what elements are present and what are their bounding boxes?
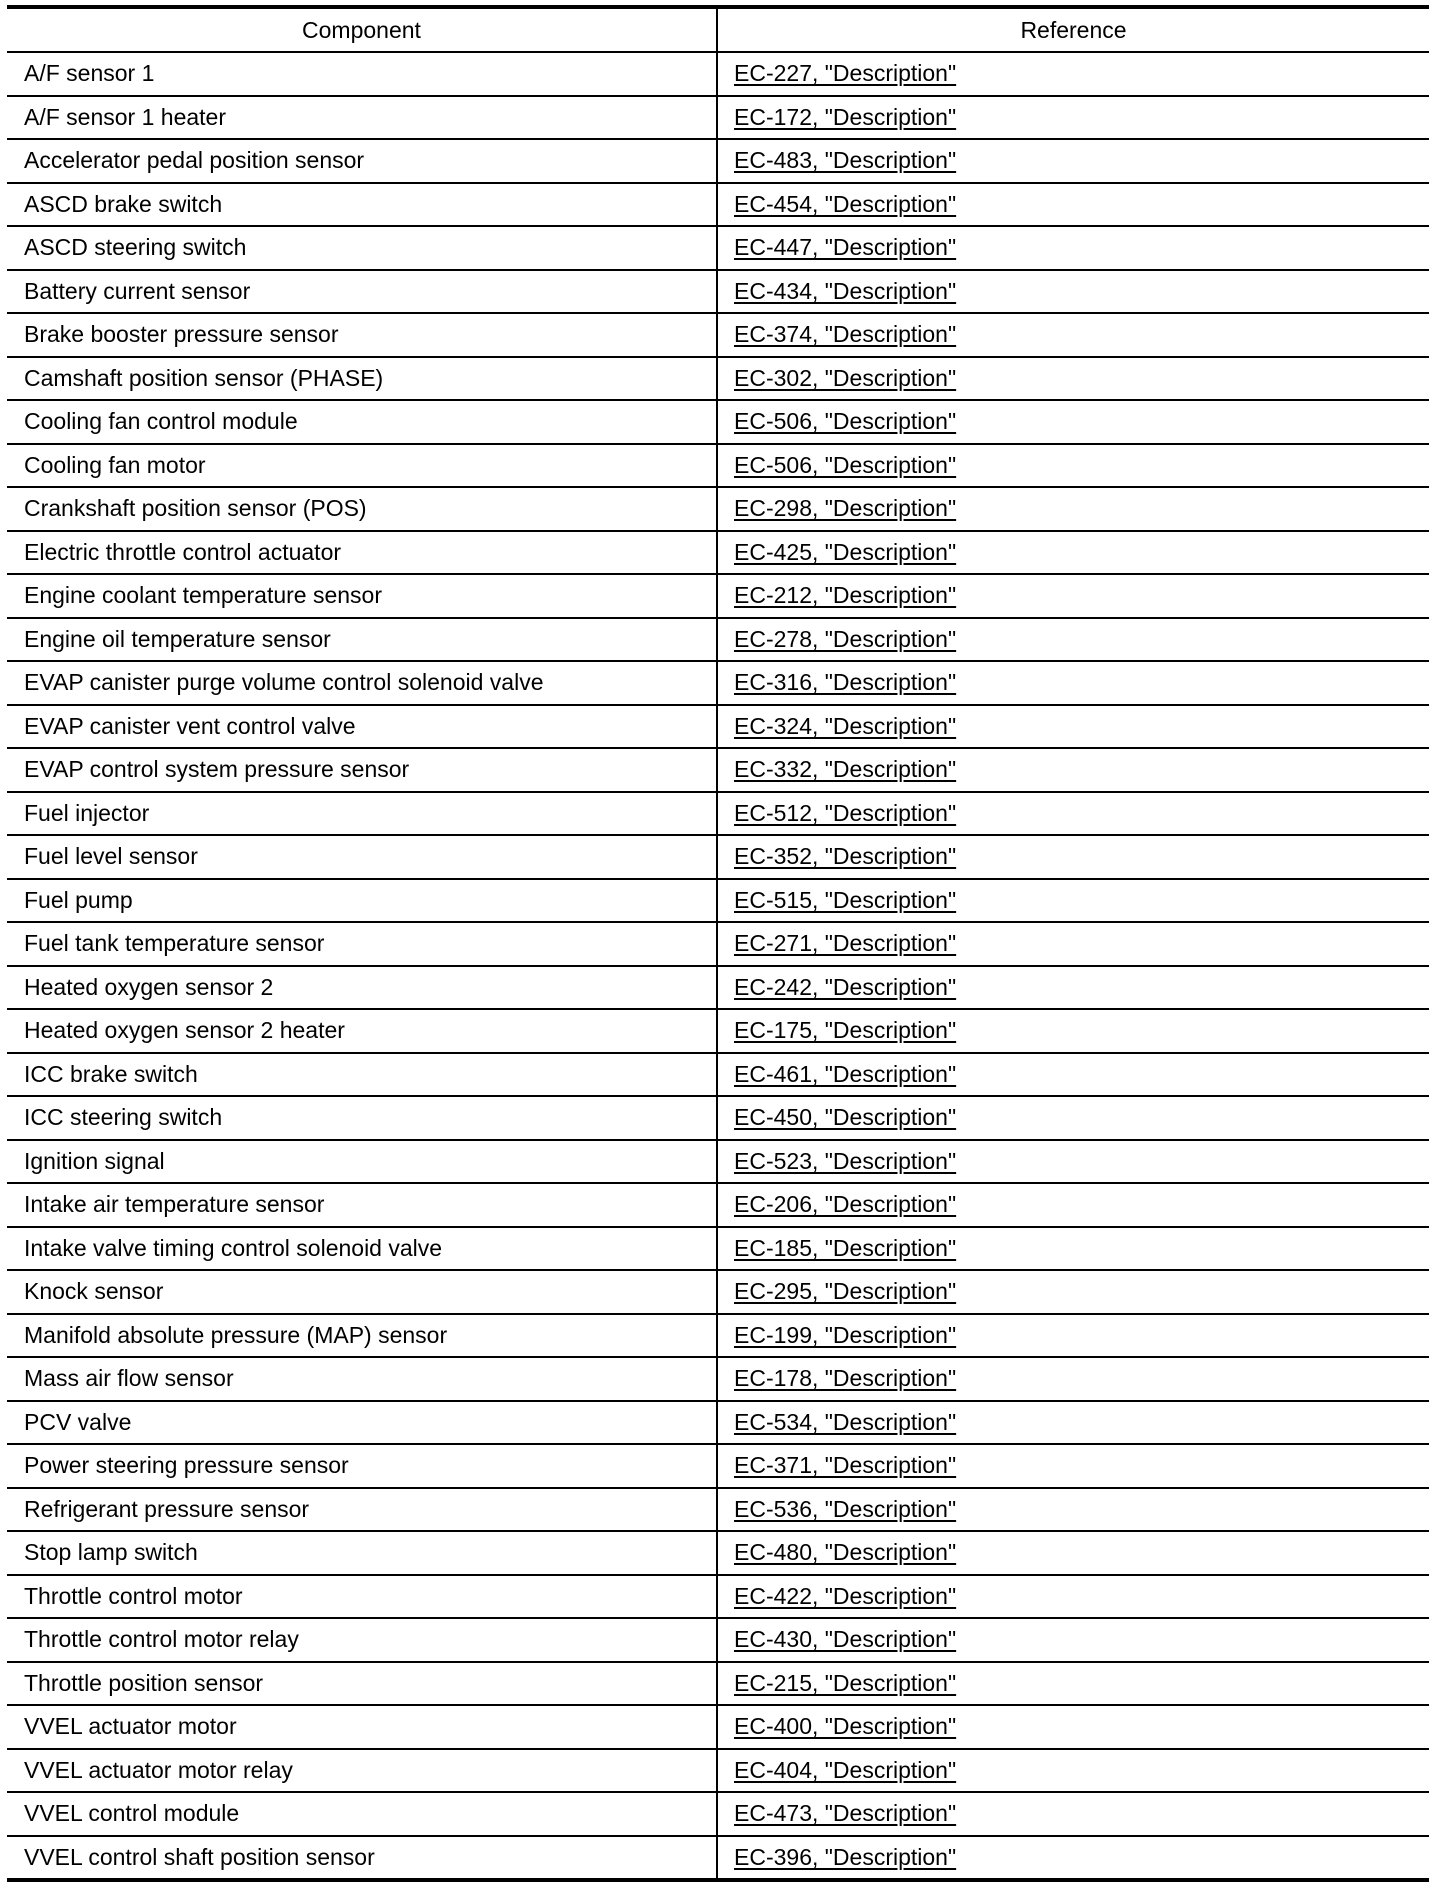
reference-link[interactable]: EC-461, "Description" xyxy=(734,1060,957,1087)
reference-link[interactable]: EC-324, "Description" xyxy=(734,712,957,739)
component-cell: Engine coolant temperature sensor xyxy=(7,574,717,618)
table-row xyxy=(7,313,1429,357)
reference-link[interactable]: EC-450, "Description" xyxy=(734,1104,957,1131)
table-row xyxy=(7,1053,1429,1097)
reference-link[interactable]: EC-172, "Description" xyxy=(734,103,957,130)
reference-cell xyxy=(717,1488,1429,1532)
reference-cell xyxy=(717,357,1429,401)
table-row xyxy=(7,1401,1429,1445)
reference-cell xyxy=(717,313,1429,357)
table-row xyxy=(7,1488,1429,1532)
table-row xyxy=(7,1444,1429,1488)
component-cell: Electric throttle control actuator xyxy=(7,531,717,575)
table-row xyxy=(7,618,1429,662)
table-body xyxy=(7,52,1429,1880)
component-cell: Fuel tank temperature sensor xyxy=(7,922,717,966)
component-cell: Heated oxygen sensor 2 xyxy=(7,966,717,1010)
component-cell: Knock sensor xyxy=(7,1270,717,1314)
table-header-row xyxy=(7,7,1429,52)
component-cell: Refrigerant pressure sensor xyxy=(7,1488,717,1532)
reference-link[interactable]: EC-430, "Description" xyxy=(734,1626,957,1653)
component-cell: Fuel injector xyxy=(7,792,717,836)
table-row xyxy=(7,357,1429,401)
table-row xyxy=(7,226,1429,270)
reference-link[interactable]: EC-316, "Description" xyxy=(734,669,957,696)
reference-link[interactable]: EC-371, "Description" xyxy=(734,1452,957,1479)
reference-cell xyxy=(717,1836,1429,1881)
reference-link[interactable]: EC-425, "Description" xyxy=(734,538,957,565)
component-cell: A/F sensor 1 xyxy=(7,52,717,96)
table-row xyxy=(7,96,1429,140)
component-cell: Throttle control motor relay xyxy=(7,1618,717,1662)
component-cell: Brake booster pressure sensor xyxy=(7,313,717,357)
reference-link[interactable]: EC-242, "Description" xyxy=(734,973,957,1000)
reference-link[interactable]: EC-175, "Description" xyxy=(734,1017,957,1044)
reference-link[interactable]: EC-454, "Description" xyxy=(734,190,957,217)
reference-cell xyxy=(717,574,1429,618)
reference-link[interactable]: EC-523, "Description" xyxy=(734,1147,957,1174)
table-row xyxy=(7,1705,1429,1749)
component-cell: Accelerator pedal position sensor xyxy=(7,139,717,183)
component-reference-table xyxy=(7,5,1429,1882)
table-row xyxy=(7,1009,1429,1053)
component-cell: Manifold absolute pressure (MAP) sensor xyxy=(7,1314,717,1358)
reference-cell xyxy=(717,1401,1429,1445)
table-row xyxy=(7,52,1429,96)
table-row xyxy=(7,183,1429,227)
table-row xyxy=(7,792,1429,836)
reference-link[interactable]: EC-374, "Description" xyxy=(734,321,957,348)
component-cell: VVEL control module xyxy=(7,1792,717,1836)
component-cell: PCV valve xyxy=(7,1401,717,1445)
reference-cell xyxy=(717,661,1429,705)
component-cell: Cooling fan motor xyxy=(7,444,717,488)
component-cell: EVAP canister purge volume control solenoid valve xyxy=(7,661,717,705)
reference-link[interactable]: EC-473, "Description" xyxy=(734,1800,957,1827)
reference-link[interactable]: EC-295, "Description" xyxy=(734,1278,957,1305)
reference-link[interactable]: EC-215, "Description" xyxy=(734,1669,957,1696)
table-row xyxy=(7,1662,1429,1706)
component-cell: VVEL actuator motor xyxy=(7,1705,717,1749)
table-row xyxy=(7,1575,1429,1619)
reference-link[interactable]: EC-199, "Description" xyxy=(734,1321,957,1348)
table-row xyxy=(7,966,1429,1010)
reference-link[interactable]: EC-512, "Description" xyxy=(734,799,957,826)
component-cell: EVAP control system pressure sensor xyxy=(7,748,717,792)
component-cell: Intake valve timing control solenoid valve xyxy=(7,1227,717,1271)
reference-cell xyxy=(717,966,1429,1010)
reference-cell xyxy=(717,226,1429,270)
reference-link[interactable]: EC-227, "Description" xyxy=(734,60,957,87)
reference-cell xyxy=(717,879,1429,923)
reference-link[interactable]: EC-506, "Description" xyxy=(734,451,957,478)
table-row xyxy=(7,1357,1429,1401)
column-header-reference: Reference xyxy=(717,7,1429,52)
reference-link[interactable]: EC-271, "Description" xyxy=(734,930,957,957)
reference-cell xyxy=(717,1009,1429,1053)
reference-link[interactable]: EC-212, "Description" xyxy=(734,582,957,609)
component-cell: Camshaft position sensor (PHASE) xyxy=(7,357,717,401)
reference-cell xyxy=(717,1096,1429,1140)
reference-link[interactable]: EC-278, "Description" xyxy=(734,625,957,652)
reference-link[interactable]: EC-400, "Description" xyxy=(734,1713,957,1740)
component-cell: VVEL control shaft position sensor xyxy=(7,1836,717,1881)
component-cell: ICC brake switch xyxy=(7,1053,717,1097)
component-cell: Throttle control motor xyxy=(7,1575,717,1619)
reference-link[interactable]: EC-506, "Description" xyxy=(734,408,957,435)
reference-cell xyxy=(717,531,1429,575)
reference-cell xyxy=(717,444,1429,488)
table-row xyxy=(7,1096,1429,1140)
reference-cell xyxy=(717,705,1429,749)
reference-cell xyxy=(717,1357,1429,1401)
table-row xyxy=(7,1836,1429,1881)
component-cell: Battery current sensor xyxy=(7,270,717,314)
reference-cell xyxy=(717,1618,1429,1662)
reference-link[interactable]: EC-434, "Description" xyxy=(734,277,957,304)
table-row xyxy=(7,139,1429,183)
reference-link[interactable]: EC-396, "Description" xyxy=(734,1843,957,1870)
component-cell: Fuel level sensor xyxy=(7,835,717,879)
reference-cell xyxy=(717,139,1429,183)
table-row xyxy=(7,879,1429,923)
component-cell: Throttle position sensor xyxy=(7,1662,717,1706)
reference-link[interactable]: EC-515, "Description" xyxy=(734,886,957,913)
reference-cell xyxy=(717,1662,1429,1706)
reference-cell xyxy=(717,1270,1429,1314)
reference-cell xyxy=(717,618,1429,662)
reference-link[interactable]: EC-206, "Description" xyxy=(734,1191,957,1218)
reference-cell xyxy=(717,1705,1429,1749)
reference-cell xyxy=(717,183,1429,227)
reference-cell xyxy=(717,1792,1429,1836)
reference-cell xyxy=(717,835,1429,879)
component-cell: Stop lamp switch xyxy=(7,1531,717,1575)
reference-link[interactable]: EC-447, "Description" xyxy=(734,234,957,261)
table-row xyxy=(7,835,1429,879)
reference-link[interactable]: EC-483, "Description" xyxy=(734,147,957,174)
table-row xyxy=(7,922,1429,966)
component-cell: Cooling fan control module xyxy=(7,400,717,444)
table-row xyxy=(7,748,1429,792)
table-row xyxy=(7,400,1429,444)
component-cell: ASCD brake switch xyxy=(7,183,717,227)
reference-cell xyxy=(717,52,1429,96)
reference-link[interactable]: EC-536, "Description" xyxy=(734,1495,957,1522)
reference-cell xyxy=(717,1531,1429,1575)
reference-link[interactable]: EC-332, "Description" xyxy=(734,756,957,783)
component-cell: Heated oxygen sensor 2 heater xyxy=(7,1009,717,1053)
reference-cell xyxy=(717,96,1429,140)
reference-cell xyxy=(717,1575,1429,1619)
component-cell: A/F sensor 1 heater xyxy=(7,96,717,140)
component-cell: Power steering pressure sensor xyxy=(7,1444,717,1488)
component-cell: EVAP canister vent control valve xyxy=(7,705,717,749)
reference-link[interactable]: EC-302, "Description" xyxy=(734,364,957,391)
component-cell: Intake air temperature sensor xyxy=(7,1183,717,1227)
table-row xyxy=(7,1618,1429,1662)
component-cell: Crankshaft position sensor (POS) xyxy=(7,487,717,531)
table-row xyxy=(7,1749,1429,1793)
reference-cell xyxy=(717,487,1429,531)
component-cell: Ignition signal xyxy=(7,1140,717,1184)
component-cell: ASCD steering switch xyxy=(7,226,717,270)
table-row xyxy=(7,1270,1429,1314)
reference-link[interactable]: EC-352, "Description" xyxy=(734,843,957,870)
table-row xyxy=(7,1314,1429,1358)
reference-cell xyxy=(717,1314,1429,1358)
reference-cell xyxy=(717,1444,1429,1488)
table-row xyxy=(7,270,1429,314)
reference-cell xyxy=(717,748,1429,792)
reference-cell xyxy=(717,922,1429,966)
reference-link[interactable]: EC-178, "Description" xyxy=(734,1365,957,1392)
component-cell: Mass air flow sensor xyxy=(7,1357,717,1401)
table-row xyxy=(7,1227,1429,1271)
reference-cell xyxy=(717,1749,1429,1793)
table-row xyxy=(7,487,1429,531)
component-cell: Engine oil temperature sensor xyxy=(7,618,717,662)
table-row xyxy=(7,1531,1429,1575)
reference-cell xyxy=(717,1140,1429,1184)
table-row xyxy=(7,1140,1429,1184)
reference-cell xyxy=(717,270,1429,314)
reference-link[interactable]: EC-480, "Description" xyxy=(734,1539,957,1566)
component-cell: ICC steering switch xyxy=(7,1096,717,1140)
table-row xyxy=(7,705,1429,749)
reference-cell xyxy=(717,1227,1429,1271)
table-row xyxy=(7,444,1429,488)
reference-cell xyxy=(717,1053,1429,1097)
reference-cell xyxy=(717,1183,1429,1227)
component-reference-table-container xyxy=(7,5,1429,1882)
reference-cell xyxy=(717,792,1429,836)
reference-cell xyxy=(717,400,1429,444)
table-row xyxy=(7,531,1429,575)
table-row xyxy=(7,1183,1429,1227)
reference-link[interactable]: EC-534, "Description" xyxy=(734,1408,957,1435)
reference-link[interactable]: EC-298, "Description" xyxy=(734,495,957,522)
table-row xyxy=(7,661,1429,705)
component-cell: VVEL actuator motor relay xyxy=(7,1749,717,1793)
reference-link[interactable]: EC-422, "Description" xyxy=(734,1582,957,1609)
reference-link[interactable]: EC-185, "Description" xyxy=(734,1234,957,1261)
column-header-component: Component xyxy=(7,7,717,52)
table-row xyxy=(7,1792,1429,1836)
reference-link[interactable]: EC-404, "Description" xyxy=(734,1756,957,1783)
table-row xyxy=(7,574,1429,618)
component-cell: Fuel pump xyxy=(7,879,717,923)
